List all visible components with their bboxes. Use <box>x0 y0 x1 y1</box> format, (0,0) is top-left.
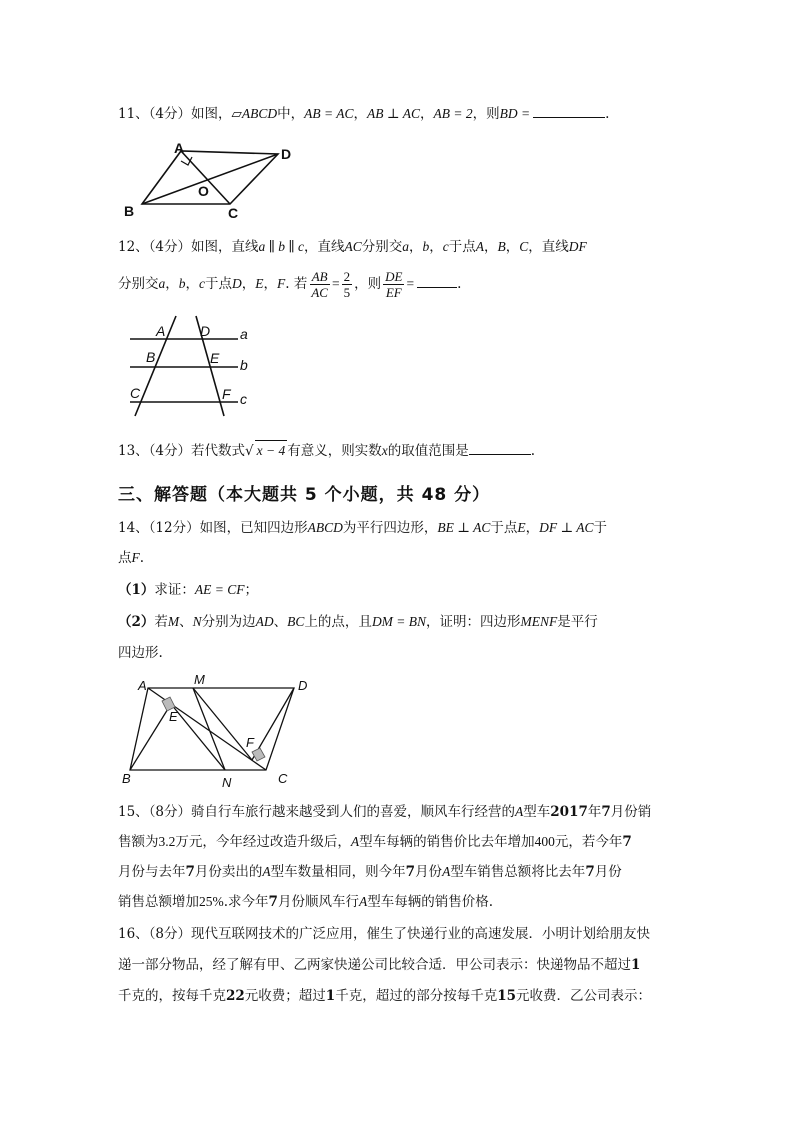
text: 售额为 <box>118 834 159 850</box>
label-d: D <box>281 146 292 162</box>
text: ， <box>525 520 540 536</box>
question-12-line-2 <box>118 266 678 302</box>
text: 如图，已知四边形 <box>199 520 308 536</box>
math: A <box>350 834 360 849</box>
score: （4分） <box>148 106 192 122</box>
score: （12分） <box>148 520 200 536</box>
text: ， <box>505 239 520 255</box>
question-number: 13、 <box>118 443 149 459</box>
text: 为平行四边形， <box>342 520 438 536</box>
math: ABCD <box>307 520 343 535</box>
text: 年 <box>587 804 602 820</box>
number: 7 <box>185 864 195 880</box>
text: . <box>530 443 536 459</box>
label-n: N <box>222 775 232 790</box>
question-14-part-1 <box>118 580 678 600</box>
question-14-line-2 <box>118 548 678 568</box>
denominator: EF <box>385 285 402 300</box>
text: 分别交 <box>361 239 403 255</box>
question-16-line-3 <box>118 986 678 1006</box>
math: A <box>475 239 485 254</box>
denominator: AC <box>311 285 328 300</box>
figure-11-parallelogram <box>118 138 308 224</box>
math: N <box>192 614 202 629</box>
question-15-line-2 <box>118 832 678 852</box>
label-b-point: B <box>146 349 156 365</box>
math: E <box>517 520 526 535</box>
text: 元收费；超过 <box>244 988 326 1004</box>
number: 22 <box>226 988 245 1004</box>
question-15-line-1 <box>118 802 678 822</box>
text: 分别交 <box>118 276 159 292</box>
answer-blank[interactable] <box>533 103 605 118</box>
label-e-point: E <box>210 350 220 366</box>
math: BE ⊥ AC <box>437 520 491 535</box>
question-number: 16、 <box>118 926 149 942</box>
math: a ∥ b ∥ c <box>258 239 304 254</box>
question-15-line-3 <box>118 862 678 882</box>
math: MENF <box>520 614 558 629</box>
math: x <box>381 443 388 458</box>
text: ，则 <box>472 106 500 122</box>
question-14-part-2 <box>118 612 678 632</box>
math: AE = CF <box>194 582 245 597</box>
text: 于点 <box>490 520 518 536</box>
text: 求证： <box>154 582 195 598</box>
text: ， <box>165 276 179 292</box>
question-15-line-4 <box>118 892 678 912</box>
score: （4分） <box>148 443 192 459</box>
math: c <box>199 276 205 291</box>
text: 四边形. <box>118 645 163 661</box>
text: ， <box>353 106 368 122</box>
label-a-point: A <box>156 323 166 339</box>
question-13 <box>118 440 678 461</box>
section-heading: 三、解答题（本大题共 5 个小题，共 48 分） <box>118 485 491 505</box>
score: （8分） <box>148 804 192 820</box>
text: 型车数量相同，则今年 <box>270 864 406 880</box>
math: BC <box>287 614 305 629</box>
answer-blank[interactable] <box>469 440 531 455</box>
text: 的取值范围是 <box>387 443 469 459</box>
text: 月份 <box>415 864 443 880</box>
text: ； <box>244 582 259 598</box>
text: 月份卖出的 <box>194 864 263 880</box>
number: 7 <box>405 864 416 880</box>
question-14-line-4 <box>118 643 678 663</box>
question-16-line-1 <box>118 924 678 944</box>
part-label: （1） <box>118 582 155 598</box>
text: 月份与去年 <box>118 864 186 880</box>
label-c: C <box>228 205 239 221</box>
radical-sign: √ <box>245 443 254 459</box>
question-number: 15、 <box>118 804 149 820</box>
text: 销售总额增加 <box>118 894 199 910</box>
text: ， <box>484 239 498 255</box>
math: a <box>158 276 166 291</box>
number: 7 <box>622 834 632 850</box>
text: 、 <box>179 614 193 630</box>
text: 如图， <box>191 106 232 122</box>
number: 1 <box>631 957 641 973</box>
text: = <box>406 276 415 291</box>
text: 万元，今年经过改造升级后， <box>175 834 351 850</box>
text: 型车每辆的销售价比去年增加 <box>359 834 535 850</box>
radicand: x − 4 <box>255 440 288 461</box>
math: E <box>255 276 264 291</box>
label-a: A <box>174 140 185 156</box>
label-f: F <box>246 735 254 750</box>
question-16-line-2 <box>118 955 678 975</box>
text: .求今年 <box>223 894 269 910</box>
question-number: 12、 <box>118 239 149 255</box>
math: BD = <box>499 106 531 121</box>
text: 递一部分物品，经了解有甲、乙两家快递公司比较合适．甲公司表示：快递物品不超过 <box>118 957 631 973</box>
text: ， <box>185 276 199 292</box>
math: DF <box>568 239 587 254</box>
text: ， <box>241 276 256 292</box>
text: ， <box>429 239 443 255</box>
fraction-2-5 <box>342 269 353 300</box>
math: A <box>262 864 271 879</box>
math: A <box>442 864 451 879</box>
text: 千克，超过的部分按每千克 <box>335 988 498 1004</box>
math: C <box>519 239 529 254</box>
text: 现代互联网技术的广泛应用，催生了快递行业的高速发展．小明计划给朋友快 <box>191 926 651 942</box>
math: ABCD <box>241 106 278 121</box>
question-12-line-1 <box>118 237 678 257</box>
fraction-ab-ac <box>309 269 330 300</box>
numerator: AB <box>311 269 328 284</box>
denominator: 5 <box>343 285 351 300</box>
text: 型车每辆的销售价格. <box>367 894 493 910</box>
text: 于点 <box>448 239 476 255</box>
text: 中， <box>277 106 305 122</box>
number: 1 <box>325 988 336 1004</box>
math: c <box>442 239 449 254</box>
label-line-a: a <box>240 326 248 342</box>
text: 如图，直线 <box>191 239 259 255</box>
text: 于 <box>593 520 608 536</box>
text: ， <box>419 106 434 122</box>
fraction-de-ef <box>383 269 404 300</box>
text: 千克的，按每千克 <box>118 988 226 1004</box>
math: AB = 2 <box>433 106 473 121</box>
math: DF ⊥ AC <box>539 520 594 535</box>
text: ，证明：四边形 <box>426 614 521 630</box>
text: 上的点，且 <box>304 614 372 630</box>
numerator: 2 <box>343 269 351 284</box>
label-d-point: D <box>200 323 211 339</box>
label-c-point: C <box>130 385 141 401</box>
text: 于点 <box>205 276 232 292</box>
label-m: M <box>194 672 205 687</box>
number: 2017 <box>550 804 588 820</box>
question-11 <box>118 103 678 124</box>
text: 若代数式 <box>191 443 246 459</box>
text: 月份销 <box>610 804 652 820</box>
text: 有意义，则实数 <box>287 443 382 459</box>
question-14-line-1 <box>118 518 678 538</box>
parallelogram-symbol: ▱ <box>231 106 242 122</box>
text: 点 <box>118 550 132 566</box>
text: . 若 <box>285 276 308 292</box>
label-c: C <box>278 771 288 786</box>
math: A <box>515 804 524 819</box>
text: 是平行 <box>557 614 598 630</box>
math: AD <box>255 614 274 629</box>
figure-12-parallel-lines <box>118 312 268 422</box>
text: 若 <box>154 614 168 630</box>
math: AB ⊥ AC <box>367 106 420 121</box>
math: AB = AC <box>304 106 354 121</box>
text: ，直线 <box>528 239 569 255</box>
part-label: （2） <box>118 614 155 630</box>
text: 元，若今年 <box>554 834 623 850</box>
text: . <box>457 276 462 292</box>
number: 400 <box>534 834 555 849</box>
label-b: B <box>124 203 135 219</box>
math: F <box>277 276 286 291</box>
label-f-point: F <box>222 386 231 402</box>
text: 月份 <box>594 864 622 880</box>
number: 15 <box>497 988 516 1004</box>
math: M <box>167 614 180 629</box>
text: ， <box>409 239 423 255</box>
numerator: DE <box>385 269 403 284</box>
question-number: 11、 <box>118 106 149 122</box>
text: . <box>139 550 145 566</box>
label-d: D <box>298 678 308 693</box>
math: AC <box>344 239 362 254</box>
label-line-b: b <box>240 357 248 373</box>
text: 骑自行车旅行越来越受到人们的喜爱，顺风车行经营的 <box>191 804 516 820</box>
math: F <box>131 550 140 565</box>
label-o: O <box>198 183 209 199</box>
label-b: B <box>122 771 131 786</box>
math: a <box>402 239 410 254</box>
text: = <box>331 276 340 291</box>
number: 7 <box>601 804 611 820</box>
number: 7 <box>585 864 595 880</box>
number: 7 <box>268 894 278 910</box>
label-line-c: c <box>240 391 247 407</box>
number: 3.2 <box>158 834 176 849</box>
text: ，则 <box>354 276 382 292</box>
math: A <box>358 894 368 909</box>
score: （4分） <box>148 239 192 255</box>
math: DM = BN <box>371 614 427 629</box>
text: 元收费．乙公司表示： <box>516 988 651 1004</box>
number: 25% <box>199 894 224 909</box>
text: . <box>605 106 610 122</box>
score: （8分） <box>148 926 192 942</box>
label-a: A <box>138 678 147 693</box>
question-number: 14、 <box>118 520 149 536</box>
text: 型车销售总额将比去年 <box>450 864 586 880</box>
label-e: E <box>169 709 178 724</box>
text: ，直线 <box>304 239 345 255</box>
text: 分别为边 <box>201 614 256 630</box>
text: 月份顺风车行 <box>277 894 359 910</box>
text: ， <box>263 276 277 292</box>
text: 、 <box>273 614 288 630</box>
answer-blank[interactable] <box>417 273 457 288</box>
math: b <box>422 239 430 254</box>
math: D <box>232 276 242 291</box>
figure-14-parallelogram <box>118 670 318 790</box>
text: 型车 <box>523 804 551 820</box>
math: b <box>178 276 186 291</box>
math: B <box>497 239 506 254</box>
